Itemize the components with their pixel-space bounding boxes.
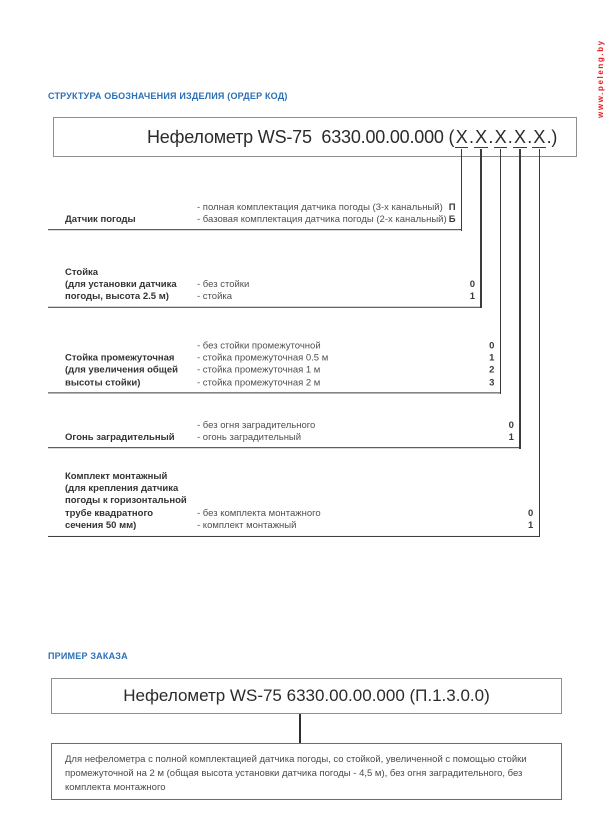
option-line: - стойка промежуточная 1 м bbox=[197, 364, 321, 376]
order-code-row bbox=[48, 202, 462, 231]
connector-line bbox=[500, 149, 502, 394]
example-section-heading: ПРИМЕР ЗАКАЗА bbox=[48, 651, 128, 661]
code-position-placeholder: X bbox=[475, 126, 487, 147]
row-options bbox=[197, 508, 528, 533]
row-options bbox=[197, 340, 489, 390]
option-code: 2 bbox=[489, 364, 495, 376]
example-description-box bbox=[51, 743, 562, 800]
row-label: Комплект монтажный (для крепления датчика погоды к горизонтальной трубе квадратного сечения 50 мм) bbox=[65, 470, 187, 532]
row-label: Стойка промежуточная (для увеличения общей высоты стойки) bbox=[65, 352, 178, 389]
connector-line bbox=[480, 149, 482, 308]
order-code-row bbox=[48, 470, 539, 536]
option-code: 1 bbox=[527, 520, 534, 532]
option-line: - полная комплектация датчика погоды (3-х канальный) bbox=[197, 201, 443, 213]
example-order-code-box bbox=[51, 678, 562, 714]
order-code-title bbox=[54, 118, 576, 156]
option-code: 3 bbox=[489, 377, 495, 389]
option-code: 0 bbox=[527, 507, 534, 519]
option-line: - без стойки bbox=[197, 278, 250, 290]
connector-line bbox=[519, 149, 521, 449]
option-line: - без комплекта монтажного bbox=[197, 507, 321, 519]
order-code-row bbox=[48, 420, 520, 449]
option-code: 0 bbox=[508, 419, 514, 431]
option-code: 0 bbox=[489, 339, 495, 351]
row-options bbox=[197, 202, 449, 227]
order-code-placeholders: (X.X.X.X.X.) bbox=[448, 126, 558, 147]
row-options bbox=[197, 279, 470, 304]
option-line: - без стойки промежуточной bbox=[197, 339, 321, 351]
connector-line bbox=[539, 149, 541, 537]
row-label: Огонь заградительный bbox=[65, 432, 175, 444]
code-separator: . bbox=[468, 126, 474, 147]
code-separator: . bbox=[527, 126, 532, 147]
code-separator: . bbox=[507, 126, 513, 147]
order-code-title-box bbox=[53, 117, 577, 157]
option-line: - базовая комплектация датчика погоды (2-х канальный) bbox=[197, 214, 447, 226]
row-label: Датчик погоды bbox=[65, 214, 136, 226]
structure-section-heading: СТРУКТУРА ОБОЗНАЧЕНИЯ ИЗДЕЛИЯ (ОРДЕР КОД) bbox=[48, 91, 288, 101]
row-label: Стойка (для установки датчика погоды, высота 2.5 м) bbox=[65, 266, 177, 303]
option-line: - комплект монтажный bbox=[197, 520, 297, 532]
code-position-placeholder: X bbox=[455, 126, 468, 147]
option-code: Б bbox=[448, 214, 456, 226]
option-line: - стойка промежуточная 2 м bbox=[197, 377, 321, 389]
row-option-codes bbox=[449, 202, 462, 227]
option-line: - огонь заградительный bbox=[197, 432, 302, 444]
code-position-placeholder: X bbox=[533, 126, 546, 147]
option-line: - без огня заградительного bbox=[197, 419, 316, 431]
code-separator: . bbox=[546, 126, 552, 147]
connector-line bbox=[461, 149, 463, 231]
order-code-row bbox=[48, 266, 481, 307]
row-options bbox=[197, 420, 509, 445]
option-code: 1 bbox=[489, 352, 495, 364]
code-position-placeholder: X bbox=[514, 126, 526, 147]
code-separator: . bbox=[488, 126, 494, 147]
option-code: 1 bbox=[508, 432, 514, 444]
example-order-code: Нефелометр WS-75 6330.00.00.000 (П.1.3.0.0) bbox=[123, 686, 490, 705]
example-connector-line bbox=[299, 714, 301, 743]
order-code-title-prefix: Нефелометр WS-75 6330.00.00.000 bbox=[147, 126, 449, 147]
option-code: 0 bbox=[469, 278, 476, 290]
example-description: Для нефелометра с полной комплектацией датчика погоды, со стойкой, увеличенной с помощью стойки промежуточной на 2 м (общая высота установки датчика погоды - 4,5 м), без огня заградительного, без комплекта монтажного bbox=[65, 754, 527, 793]
option-line: - стойка bbox=[197, 291, 233, 303]
website-url-vertical: www.peleng.by bbox=[596, 39, 605, 118]
option-line: - стойка промежуточная 0.5 м bbox=[197, 352, 329, 364]
code-position-placeholder: X bbox=[494, 126, 507, 147]
option-code: П bbox=[448, 201, 456, 213]
option-code: 1 bbox=[469, 291, 476, 303]
order-code-row bbox=[48, 340, 500, 394]
